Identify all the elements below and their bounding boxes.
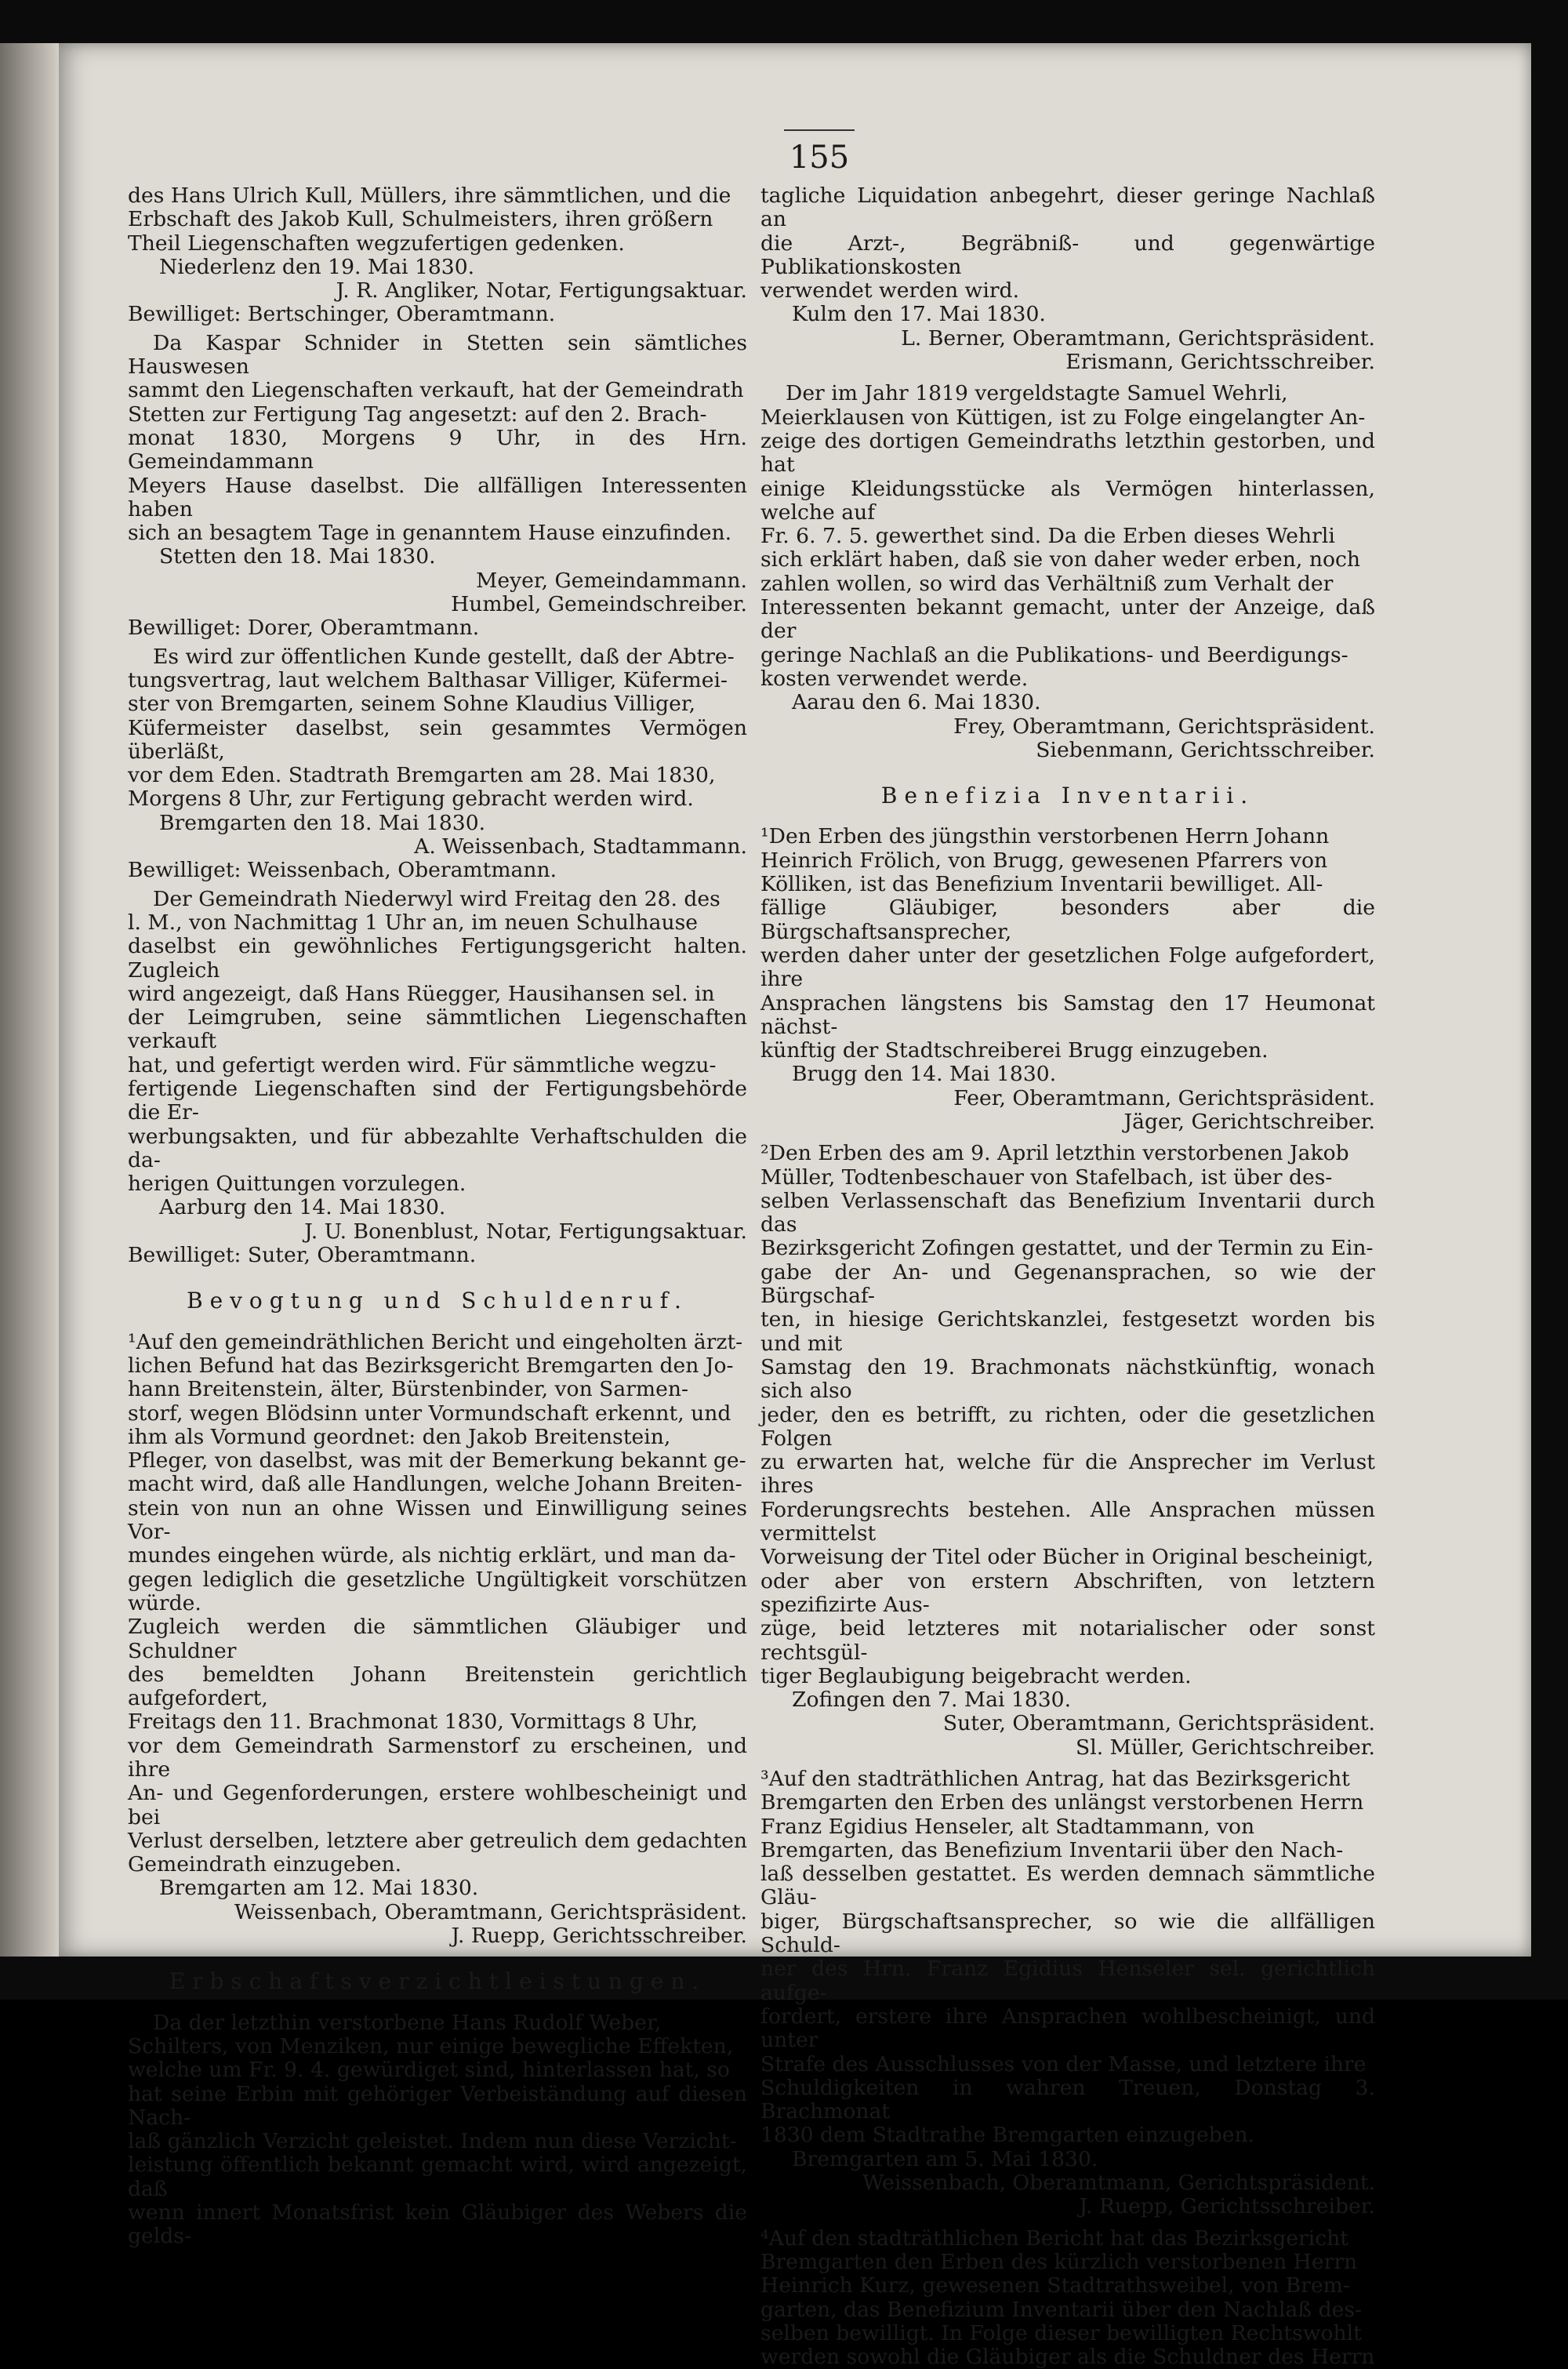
notice-villiger [128, 645, 747, 883]
paragraph-line: verwendet werden wird. [760, 278, 1020, 303]
approval-line: Bewilliget: Dorer, Oberamtmann. [128, 616, 480, 641]
paragraph-line: Bremgarten, das Benefizium Inventarii über den Nach- [760, 1837, 1344, 1862]
section-heading-benefizia: Benefizia Inventarii. [880, 783, 1255, 809]
paragraph-line: gegen lediglich die gesetzliche Ungültigkeit vorschützen würde. [128, 1567, 747, 1615]
paragraph-line: l. M., von Nachmittag 1 Uhr an, im neuen Schulhause [128, 910, 699, 935]
paragraph-line: Bezirksgericht Zofingen gestattet, und der Termin zu Ein- [760, 1236, 1374, 1261]
signature: Siebenmann, Gerichtsschreiber. [1036, 737, 1375, 762]
paragraph-line: tiger Beglaubigung beigebracht werden. [760, 1663, 1192, 1688]
place-date: Brugg den 14. Mai 1830. [792, 1062, 1057, 1087]
facing-page-edge [0, 43, 63, 1957]
paragraph-line: ²Den Erben des am 9. April letzthin verstorbenen Jakob [760, 1141, 1349, 1166]
paragraph-line: geringe Nachlaß an die Publikations- und Beerdigungs- [760, 642, 1348, 667]
notice-schnider [128, 332, 747, 641]
paragraph-line: welche um Fr. 9. 4. gewürdiget sind, hinterlassen hat, so [128, 2058, 730, 2083]
paragraph-line: Strafe des Ausschlusses von der Masse, und letztere ihre [760, 2051, 1367, 2077]
paragraph-line: Erbschaft des Jakob Kull, Schulmeisters, ihren größern [128, 207, 713, 232]
paragraph-line: ihm als Vormund geordnet: den Jakob Breitenstein, [128, 1424, 671, 1449]
paragraph-line: künftig der Stadtschreiberei Brugg einzugeben. [760, 1038, 1269, 1063]
paragraph-line: Fr. 6. 7. 5. gewerthet sind. Da die Erben dieses Wehrli [760, 524, 1335, 549]
paragraph-line: stein von nun an ohne Wissen und Einwilligung seines Vor- [128, 1495, 747, 1545]
paragraph-line: fertigende Liegenschaften sind der Fertigungsbehörde die Er- [128, 1076, 747, 1125]
paragraph-line: Der Gemeindrath Niederwyl wird Freitag den 28. des [153, 886, 720, 911]
paragraph-line: werbungsakten, und für abbezahlte Verhaftschulden die da- [128, 1124, 747, 1172]
paragraph-line: hat, und gefertigt werden wird. Für sämmtliche wegzu- [128, 1052, 717, 1077]
signature: Meyer, Gemeindammann. [476, 568, 747, 593]
notice-wehrli [760, 382, 1375, 762]
paragraph-line: sammt den Liegenschaften verkauft, hat der Gemeindrath [128, 378, 744, 403]
paragraph-line: Es wird zur öffentlichen Kunde gestellt, daß der Abtre- [153, 644, 735, 669]
paragraph-line: Da Kaspar Schnider in Stetten sein sämtliches Hauswesen [128, 330, 747, 380]
paragraph-line: garten, das Benefizium Inventarii über den Nachlaß des- [760, 2297, 1362, 2322]
notice-weber-continued [760, 184, 1375, 374]
place-date: Zofingen den 7. Mai 1830. [792, 1688, 1072, 1713]
section-heading-bevogtung: Bevogtung und Schuldenruf. [187, 1288, 688, 1314]
left-column [128, 184, 747, 2249]
paragraph-line: leistung öffentlich bekannt gemacht wird, wird angezeigt, daß [128, 2153, 747, 2201]
place-date: Aarburg den 14. Mai 1830. [159, 1195, 446, 1220]
paragraph-line: vor dem Gemeindrath Sarmenstorf zu erscheinen, und ihre [128, 1733, 747, 1782]
paragraph-line: Samstag den 19. Brachmonats nächstkünftig, wonach sich also [760, 1354, 1375, 1404]
signature: L. Berner, Oberamtmann, Gerichtspräsident. [901, 325, 1375, 351]
paragraph-line: hat seine Erbin mit gehöriger Verbeiständung auf diesen Nach- [128, 2081, 747, 2130]
place-date: Aarau den 6. Mai 1830. [792, 690, 1041, 715]
paragraph-line: fällige Gläubiger, besonders aber die Bürgschaftsansprecher, [760, 896, 1375, 944]
paragraph-line: laß gänzlich Verzicht geleistet. Indem nun diese Verzicht- [128, 2129, 737, 2154]
paragraph-line: werden daher unter der gesetzlichen Folge aufgefordert, ihre [760, 943, 1375, 992]
paragraph-line: monat 1830, Morgens 9 Uhr, in des Hrn. Gemeindammann [128, 425, 747, 474]
paragraph-line: ner des Hrn. Franz Egidius Henseler sel. gerichtlich aufge- [760, 1957, 1375, 2005]
signature: Humbel, Gemeindschreiber. [451, 592, 747, 617]
signature: A. Weissenbach, Stadtammann. [414, 834, 747, 859]
approval-line: Bewilliget: Weissenbach, Oberamtmann. [128, 858, 557, 883]
paragraph-line: selben Verlassenschaft das Benefizium Inventarii durch das [760, 1188, 1375, 1237]
paragraph-line: werden sowohl die Gläubiger als die Schuldner des Herrn [760, 2345, 1375, 2369]
notice-mueller [760, 1142, 1375, 1760]
signature: J. U. Bonenblust, Notar, Fertigungsaktuar. [304, 1219, 747, 1244]
place-date: Kulm den 17. Mai 1830. [792, 302, 1046, 327]
paragraph-line: gabe der An- und Gegenansprachen, so wie der Bürgschaf- [760, 1259, 1375, 1309]
paragraph-line: der Leimgruben, seine sämmtlichen Liegenschaften verkauft [128, 1005, 747, 1054]
paragraph-line: jeder, den es betrifft, zu richten, oder die gesetzlichen Folgen [760, 1402, 1375, 1451]
notice-niederwyl [128, 888, 747, 1268]
paragraph-line: herigen Quittungen vorzulegen. [128, 1172, 466, 1197]
signature: Jäger, Gerichtschreiber. [1123, 1109, 1375, 1134]
paragraph-line: Gemeindrath einzugeben. [128, 1852, 402, 1877]
page-number: 155 [784, 129, 855, 173]
paragraph-line: An- und Gegenforderungen, erstere wohlbescheinigt und bei [128, 1781, 747, 1829]
notice-weber [128, 2011, 747, 2249]
paragraph-line: Zugleich werden die sämmtlichen Gläubiger und Schuldner [128, 1615, 747, 1663]
place-date: Niederlenz den 19. Mai 1830. [159, 254, 475, 279]
spacer [760, 2219, 1375, 2227]
paragraph-line: Heinrich Frölich, von Brugg, gewesenen Pfarrers von [760, 848, 1328, 873]
notice-froelich [760, 825, 1375, 1134]
paragraph-line: Verlust derselben, letztere aber getreulich dem gedachten [128, 1828, 748, 1853]
paragraph-line: einige Kleidungsstücke als Vermögen hinterlassen, welche auf [760, 476, 1375, 525]
paragraph-line: züge, beid letzteres mit notarialischer oder sonst rechtsgül- [760, 1616, 1375, 1665]
paragraph-line: Bremgarten den Erben des unlängst verstorbenen Herrn [760, 1790, 1364, 1815]
approval-line: Bewilliget: Suter, Oberamtmann. [128, 1243, 477, 1268]
notice-breitenstein [128, 1331, 747, 1949]
paragraph-line: mundes eingehen würde, als nichtig erklärt, und man da- [128, 1543, 736, 1568]
paragraph-line: laß desselben gestattet. Es werden demnach sämmtliche Gläu- [760, 1862, 1375, 1910]
paragraph-line: Müller, Todtenbeschauer von Stafelbach, ist über des- [760, 1165, 1333, 1190]
right-column [760, 184, 1375, 2369]
signature: Erismann, Gerichtsschreiber. [1065, 350, 1375, 375]
paragraph-line: 1830 dem Stadtrathe Bremgarten einzugeben. [760, 2123, 1255, 2148]
paragraph-line: macht wird, daß alle Handlungen, welche Johann Breiten- [128, 1472, 742, 1497]
notice-kurz [760, 2227, 1375, 2369]
paragraph-line: Interessenten bekannt gemacht, unter der Anzeige, daß der [760, 595, 1375, 644]
paragraph-line: ¹Auf den gemeindräthlichen Bericht und eingeholten ärzt- [128, 1329, 743, 1354]
place-date: Bremgarten am 5. Mai 1830. [792, 2146, 1098, 2171]
paragraph-line: biger, Bürgschaftsansprecher, so wie die allfälligen Schuld- [760, 1909, 1375, 1958]
paragraph-line: sich erklärt haben, daß sie von daher weder erben, noch [760, 547, 1360, 572]
signature: Weissenbach, Oberamtmann, Gerichtspräsident. [862, 2171, 1375, 2196]
notice-henseler [760, 1768, 1375, 2219]
paragraph-line: Morgens 8 Uhr, zur Fertigung gebracht werden wird. [128, 787, 694, 812]
paragraph-line: Bremgarten den Erben des kürzlich verstorbenen Herrn [760, 2249, 1358, 2274]
paragraph-line: zahlen wollen, so wird das Verhältniß zum Verhalt der [760, 571, 1334, 596]
signature: Suter, Oberamtmann, Gerichtspräsident. [942, 1711, 1375, 1736]
paragraph-line: Franz Egidius Henseler, alt Stadtammann, von [760, 1814, 1255, 1839]
paragraph-line: ster von Bremgarten, seinem Sohne Klaudius Villiger, [128, 692, 696, 717]
paragraph-line: kosten verwendet werde. [760, 666, 1029, 691]
paragraph-line: storf, wegen Blödsinn unter Vormundschaft erkennt, und [128, 1401, 731, 1426]
paragraph-line: ⁴Auf den stadträthlichen Bericht hat das Bezirksgericht [760, 2225, 1348, 2251]
signature: J. Ruepp, Gerichtsschreiber. [1079, 2194, 1375, 2219]
signature: Frey, Oberamtmann, Gerichtspräsident. [953, 714, 1375, 739]
paragraph-line: Theil Liegenschaften wegzufertigen gedenken. [128, 231, 625, 256]
paragraph-line: ³Auf den stadträthlichen Antrag, hat das Bezirksgericht [760, 1767, 1350, 1791]
paragraph-line: Pfleger, von daselbst, was mit der Bemerkung bekannt ge- [128, 1448, 746, 1473]
paragraph-line: wird angezeigt, daß Hans Rüegger, Hausihansen sel. in [128, 981, 715, 1006]
signature: J. Ruepp, Gerichtsschreiber. [451, 1924, 747, 1949]
paragraph-line: Küfermeister daselbst, sein gesammtes Vermögen überläßt, [128, 715, 747, 764]
paragraph-line: selben bewilligt. In Folge dieser bewilligten Rechtswohlt [760, 2320, 1362, 2345]
signature: Feer, Oberamtmann, Gerichtspräsident. [953, 1085, 1375, 1110]
paragraph-line: Da der letzthin verstorbene Hans Rudolf Weber, [153, 2010, 662, 2035]
paragraph-line: Kölliken, ist das Benefizium Inventarii bewilliget. All- [760, 872, 1323, 897]
paragraph-line: ten, in hiesige Gerichtskanzlei, festgesetzt worden bis und mit [760, 1307, 1375, 1356]
paragraph-line: die Arzt-, Begräbniß- und gegenwärtige Publikationskosten [760, 231, 1375, 279]
paragraph-line: daselbst ein gewöhnliches Fertigungsgericht halten. Zugleich [128, 934, 747, 983]
paragraph-line: oder aber von erstern Abschriften, von letztern spezifizirte Aus- [760, 1568, 1375, 1617]
paragraph-line: zeige des dortigen Gemeindraths letzthin gestorben, und hat [760, 428, 1375, 478]
place-date: Bremgarten am 12. Mai 1830. [159, 1876, 479, 1901]
paragraph-line: vor dem Eden. Stadtrath Bremgarten am 28. Mai 1830, [128, 763, 716, 788]
paragraph-line: tagliche Liquidation anbegehrt, dieser geringe Nachlaß an [760, 183, 1375, 232]
paragraph-line: sich an besagtem Tage in genanntem Hause einzufinden. [128, 521, 732, 546]
paragraph-line: Schilters, von Menziken, nur einige bewegliche Effekten, [128, 2033, 734, 2058]
paragraph-line: zu erwarten hat, welche für die Ansprecher im Verlust ihres [760, 1450, 1375, 1499]
paragraph-line: Der im Jahr 1819 vergeldstagte Samuel Wehrli, [786, 381, 1288, 406]
signature: Weissenbach, Oberamtmann, Gerichtspräsident. [234, 1899, 747, 1924]
paragraph-line: des bemeldten Johann Breitenstein gerichtlich aufgefordert, [128, 1662, 747, 1711]
paragraph-line: Ansprachen längstens bis Samstag den 17 Heumonat nächst- [760, 990, 1375, 1039]
paragraph-line: des Hans Ulrich Kull, Müllers, ihre sämmtlichen, und die [128, 183, 731, 208]
paragraph-line: Heinrich Kurz, gewesenen Stadtrathsweibel, von Brem- [760, 2273, 1350, 2298]
place-date: Bremgarten den 18. Mai 1830. [159, 810, 486, 835]
paragraph-line: tungsvertrag, laut welchem Balthasar Villiger, Küfermei- [128, 667, 728, 692]
signature: J. R. Angliker, Notar, Fertigungsaktuar. [336, 278, 747, 303]
notice-kull [128, 184, 747, 327]
paragraph-line: Freitags den 11. Brachmonat 1830, Vormittags 8 Uhr, [128, 1710, 698, 1735]
signature: Sl. Müller, Gerichtschreiber. [1076, 1735, 1375, 1760]
paragraph-line: wenn innert Monatsfrist kein Gläubiger des Webers die gelds- [128, 2200, 747, 2249]
paragraph-line: Schuldigkeiten in wahren Treuen, Donstag 3. Brachmonat [760, 2075, 1375, 2124]
paragraph-line: Vorweisung der Titel oder Bücher in Original bescheinigt, [760, 1545, 1374, 1570]
section-heading-erbschaftsverzicht: Erbschaftsverzichtleistungen. [169, 1968, 706, 1995]
paragraph-line: Forderungsrechts bestehen. Alle Ansprachen müssen vermittelst [760, 1497, 1375, 1546]
paragraph-line: ¹Den Erben des jüngsthin verstorbenen Herrn Johann [760, 824, 1330, 849]
paragraph-line: fordert, erstere ihre Ansprachen wohlbescheinigt, und unter [760, 2004, 1375, 2053]
paragraph-line: Meierklausen von Küttigen, ist zu Folge eingelangter An- [760, 405, 1366, 430]
approval-line: Bewilliget: Bertschinger, Oberamtmann. [128, 302, 556, 327]
paragraph-line: Meyers Hause daselbst. Die allfälligen Interessenten haben [128, 473, 747, 521]
paragraph-line: Stetten zur Fertigung Tag angesetzt: auf den 2. Brach- [128, 401, 707, 427]
paragraph-line: lichen Befund hat das Bezirksgericht Bremgarten den Jo- [128, 1353, 734, 1378]
paragraph-line: hann Breitenstein, älter, Bürstenbinder, von Sarmen- [128, 1377, 689, 1402]
place-date: Stetten den 18. Mai 1830. [159, 544, 436, 569]
